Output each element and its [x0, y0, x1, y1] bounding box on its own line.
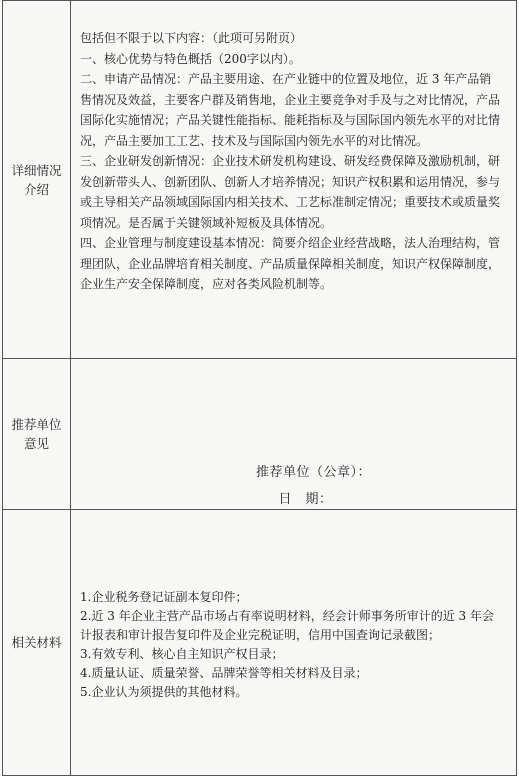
- detail-item-3: 三、企业研发创新情况：企业技术研发机构建设、研发经费保障及激励机制，研发创新带头人、创新团队、创新人才培养情况；知识产权积累和运用情况，参与或主导相关产品领域国际国内相关技术、工艺标准制定情况；重要技术或质量奖项情况。是否属于关键领域补短板及具体情况。: [80, 154, 501, 230]
- opinion-content-cell: [71, 359, 517, 510]
- seal-line: 推荐单位（公章）：: [255, 465, 371, 480]
- date-line: 日 期：: [278, 492, 333, 507]
- opinion-label-cell: [3, 359, 71, 510]
- detail-row: [3, 1, 517, 359]
- detail-item-4: 四、企业管理与制度建设基本情况：简要介绍企业经营战略，法人治理结构，管理团队，企业品牌培育相关制度、产品质量保障相关制度，知识产权保障制度，企业生产安全保障制度，应对各类风险机制等。: [80, 236, 501, 291]
- materials-content-cell: [71, 510, 517, 776]
- materials-item-5: 5.企业认为须提供的其他材料。: [80, 685, 248, 699]
- opinion-block: [71, 359, 516, 509]
- detail-label-line1: 详细情况: [11, 162, 62, 178]
- materials-item-3: 3.有效专利、核心自主知识产权目录；: [80, 647, 284, 661]
- materials-row: [3, 510, 517, 776]
- materials-label: 相关材料: [11, 635, 62, 650]
- application-form-table: [2, 0, 517, 776]
- detail-item-1: 一、核心优势与特色概括（200字以内）。: [80, 51, 301, 66]
- opinion-label-line1: 推荐单位: [11, 417, 62, 432]
- detail-label-line2: 介绍: [23, 181, 49, 197]
- materials-item-2: 2.近 3 年企业主营产品市场占有率说明材料，经会计师事务所审计的近 3 年会计报表和审计报告复印件及企业完税证明，信用中国查询记录截图；: [80, 609, 494, 642]
- materials-label-cell: [3, 510, 71, 776]
- detail-intro: 包括但不限于以下内容：（此项可另附页）: [80, 31, 303, 45]
- detail-content: [71, 1, 516, 295]
- detail-item-2: 二、申请产品情况：产品主要用途、在产业链中的位置及地位，近 3 年产品销售情况及效益，主要客户群及销售地，企业主要竞争对手及与之对比情况，产品国际化实施情况；产品关键性能指标、能耗指标及与国际国内领先水平的对比情况，产品主要加工工艺、技术及与国际国内领先水平的对比情况。: [80, 72, 501, 148]
- detail-content-cell: [71, 1, 517, 359]
- materials-list: [71, 510, 516, 702]
- opinion-row: [3, 359, 517, 510]
- opinion-label-line2: 意见: [23, 436, 49, 451]
- detail-label-cell: [3, 1, 71, 359]
- materials-item-1: 1.企业税务登记证副本复印件；: [80, 590, 248, 604]
- materials-item-4: 4.质量认证、质量荣誉、品牌荣誉等相关材料及目录；: [80, 666, 368, 680]
